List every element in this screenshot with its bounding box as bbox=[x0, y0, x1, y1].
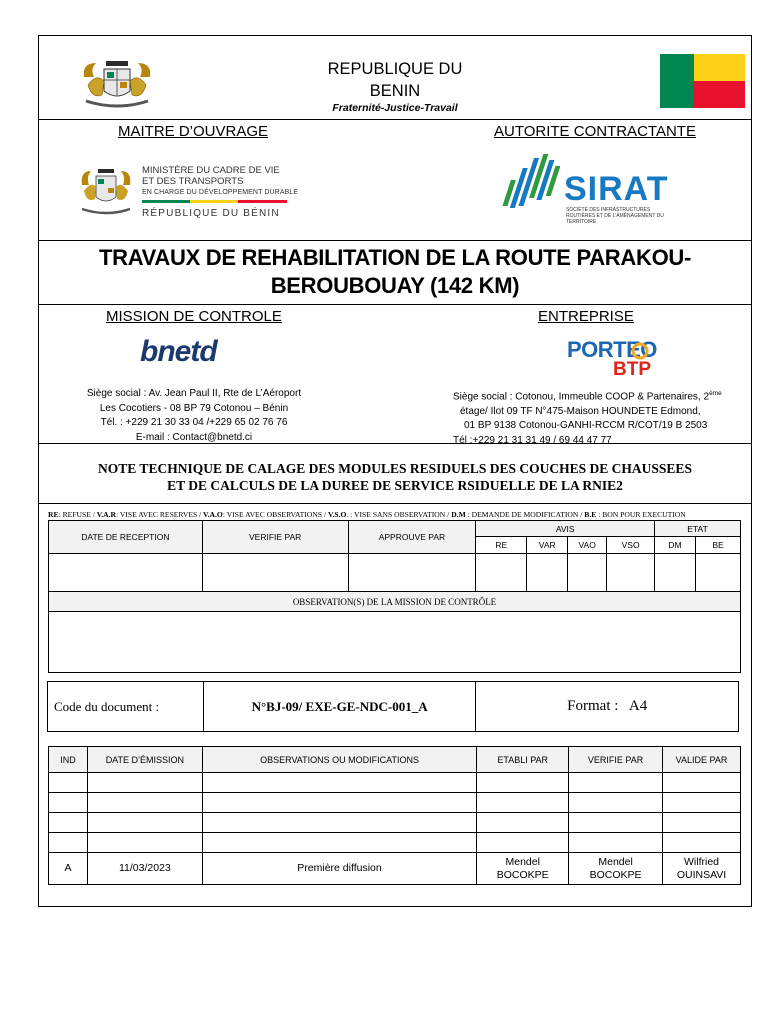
table-row bbox=[49, 773, 741, 793]
etat-dm-header: DM bbox=[655, 537, 696, 554]
sirat-logo-subtitle: SOCIÉTÉ DES INFRASTRUCTURES ROUTIÈRES ET DE L’AMÉNAGEMENT DU TERRITOIRE bbox=[566, 207, 664, 225]
approuve-par-header: APPROUVE PAR bbox=[348, 521, 476, 554]
format-label: Format : bbox=[567, 698, 619, 714]
format-value: A4 bbox=[628, 698, 648, 714]
format-cell bbox=[476, 682, 739, 732]
var-cell bbox=[527, 554, 568, 592]
republic-title: REPUBLIQUE DU BENIN bbox=[327, 60, 463, 100]
avis-re-header: RE bbox=[476, 537, 527, 554]
control-heading: MISSION DE CONTROLE bbox=[106, 308, 282, 325]
date-reception-cell bbox=[49, 554, 203, 592]
verifie-par-cell bbox=[202, 554, 348, 592]
note-title: NOTE TECHNIQUE DE CALAGE DES MODULES RESIDUELS DES COUCHES DE CHAUSSEES ET DE CALCULS DE LA DUREE DE SERVICE RSIDUELLE DE LA RNIE2 bbox=[98, 461, 692, 493]
date-cell: 11/03/2023 bbox=[87, 853, 202, 885]
review-table bbox=[48, 520, 741, 673]
control-address: Siège social : Av. Jean Paul II, Rte de L’Aéroport Les Cocotiers - 08 BP 79 Cotonou – Bénin Tél. : +229 21 30 33 04 /+229 65 02 76 76 E-mail : Contact@bnetd.ci bbox=[86, 388, 302, 443]
observation-cell: Première diffusion bbox=[202, 853, 476, 885]
authority-heading: AUTORITE CONTRACTANTE bbox=[494, 123, 696, 140]
benin-coat-of-arms-icon bbox=[76, 55, 158, 113]
valide-cell: Wilfried OUINSAVI bbox=[663, 853, 741, 885]
table-row bbox=[49, 793, 741, 813]
avis-header: AVIS bbox=[476, 521, 655, 537]
sirat-logo: SIRAT bbox=[564, 170, 669, 208]
ind-cell: A bbox=[49, 853, 88, 885]
verifie-par-header: VERIFIE PAR bbox=[202, 521, 348, 554]
code-value: N°BJ-09/ EXE-GE-NDC-001_A bbox=[203, 682, 476, 732]
valide-par-header: VALIDE PAR bbox=[663, 747, 741, 773]
avis-var-header: VAR bbox=[527, 537, 568, 554]
table-row bbox=[49, 853, 741, 885]
porteo-logo: PORTEO bbox=[567, 337, 657, 362]
avis-vso-header: VSO bbox=[607, 537, 655, 554]
vao-cell bbox=[568, 554, 607, 592]
national-motto: Fraternité-Justice-Travail bbox=[332, 102, 458, 114]
table-row bbox=[49, 813, 741, 833]
benin-flag-icon bbox=[660, 54, 745, 108]
table-row bbox=[49, 833, 741, 853]
verifie-cell: Mendel BOCOKPE bbox=[569, 853, 663, 885]
ministry-color-bar bbox=[142, 200, 287, 203]
ministry-logo-text: MINISTÈRE DU CADRE DE VIE ET DES TRANSPORTS EN CHARGE DU DÉVELOPPEMENT DURABLE RÉPUBLIQUE DU BÉNIN bbox=[142, 165, 299, 219]
ministry-coat-of-arms-icon bbox=[76, 165, 136, 219]
date-reception-header: DATE DE RECEPTION bbox=[49, 521, 203, 554]
code-label: Code du document : bbox=[48, 682, 204, 732]
porteo-swoosh-icon bbox=[630, 342, 650, 360]
divider bbox=[38, 240, 752, 241]
observations-title: OBSERVATION(S) DE LA MISSION DE CONTRÔLE bbox=[49, 592, 741, 612]
ind-header: IND bbox=[49, 747, 88, 773]
owner-heading: MAITRE D’OUVRAGE bbox=[118, 123, 269, 140]
etabli-par-header: ETABLI PAR bbox=[477, 747, 569, 773]
document-code-table bbox=[47, 681, 739, 732]
vso-cell bbox=[607, 554, 655, 592]
sirat-stripes-icon bbox=[498, 152, 560, 214]
bnetd-logo: bnetd bbox=[140, 335, 217, 368]
observations-header: OBSERVATIONS OU MODIFICATIONS bbox=[202, 747, 476, 773]
re-cell bbox=[476, 554, 527, 592]
project-title: TRAVAUX DE REHABILITATION DE LA ROUTE PARAKOU- BEROUBOUAY (142 KM) bbox=[99, 245, 691, 298]
avis-vao-header: VAO bbox=[568, 537, 607, 554]
etat-header: ETAT bbox=[655, 521, 741, 537]
revision-table bbox=[48, 746, 741, 885]
approuve-par-cell bbox=[348, 554, 476, 592]
date-emission-header: DATE D’ÉMISSION bbox=[87, 747, 202, 773]
review-row bbox=[49, 554, 741, 592]
observations-cell bbox=[49, 612, 741, 673]
verifie-par-header: VERIFIE PAR bbox=[569, 747, 663, 773]
dm-cell bbox=[655, 554, 696, 592]
abbreviation-legend: RE: REFUSE / V.A.R: VISE AVEC RESERVES / V.A.O: VISE AVEC OBSERVATIONS / V.S.O. : VISE SANS OBSERVATION / D.M : DEMANDE DE MODIFICATION / B.E : BON POUR EXECUTION bbox=[48, 510, 686, 519]
company-address: Siège social : Cotonou, Immeuble COOP & Partenaires, 2ème étage/ Ilot 09 TF N°475-Maison HOUNDETE Edmond, 01 BP 9138 Cotonou-GANHI-RCCM R/COT/19 B 2503 Tél :+229 21 31 31 49 / 69 44 47 77 bbox=[453, 390, 722, 446]
etat-be-header: BE bbox=[696, 537, 741, 554]
divider bbox=[38, 503, 752, 504]
divider bbox=[38, 304, 752, 305]
company-heading: ENTREPRISE bbox=[538, 308, 634, 325]
btp-logo: BTP bbox=[613, 359, 651, 380]
etabli-cell: Mendel BOCOKPE bbox=[477, 853, 569, 885]
divider bbox=[38, 119, 752, 120]
be-cell bbox=[696, 554, 741, 592]
